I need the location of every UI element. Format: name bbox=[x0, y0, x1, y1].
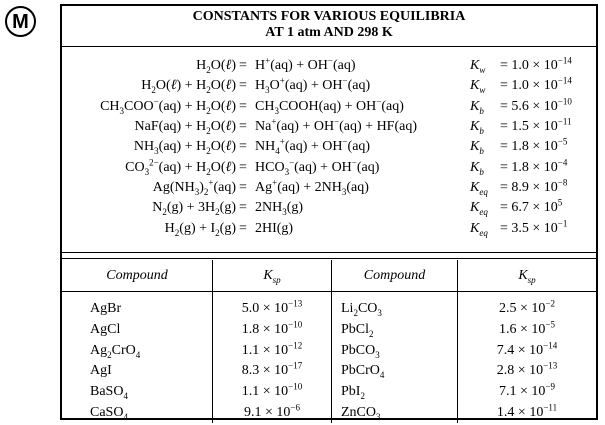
constant-value: = $1.0 \times 10^{-14}$ bbox=[500, 75, 572, 94]
equilibria-table bbox=[70, 56, 572, 239]
compound-cell: CaSO$_4$ bbox=[62, 402, 213, 423]
compound-cell: PbI$_2$ bbox=[332, 382, 458, 403]
constant-value: = $1.0 \times 10^{-14}$ bbox=[500, 55, 572, 74]
reactants: $CO_3^{2-}(aq)$ + $H_2O(\ell)$ bbox=[125, 156, 236, 177]
compound-cell: PbCO$_3$ bbox=[332, 340, 458, 361]
products: Na+(aq) + OH−(aq) + HF(aq) bbox=[255, 116, 418, 135]
constant-name: $K_b$ bbox=[470, 119, 484, 136]
table-row bbox=[62, 340, 596, 361]
ksp-value-cell: $7.4 \times 10^{-14}$ bbox=[496, 340, 558, 358]
equilibrium-row bbox=[70, 137, 572, 157]
equals-sign: = bbox=[239, 78, 247, 94]
constant-name: $K_b$ bbox=[470, 139, 484, 157]
equals-sign: = bbox=[239, 139, 247, 155]
equilibrium-row bbox=[70, 76, 572, 96]
table-row bbox=[62, 382, 596, 403]
ksp-table bbox=[62, 260, 596, 423]
ksp-value-cell: $8.3 \times 10^{-17}$ bbox=[213, 361, 332, 382]
ksp-value-cell: $5.0 \times 10^{-13}$ bbox=[213, 292, 332, 320]
constant-name: $K_{eq}$ bbox=[470, 220, 488, 238]
products: $Ag^+(aq) + 2NH_3(aq)$ bbox=[255, 177, 369, 197]
table-row bbox=[62, 361, 596, 382]
ksp-value-cell: $7.1 \times 10^{-9}$ bbox=[499, 381, 555, 400]
divider bbox=[62, 258, 596, 259]
ksp-value-cell: $2.8 \times 10^{-13}$ bbox=[496, 360, 558, 379]
title-line-2: AT 1 atm AND 298 K bbox=[265, 25, 393, 40]
constant-value: = $1.5 \times 10^{-11}$ bbox=[500, 116, 572, 135]
reactants: $H_2O(\ell)$ bbox=[196, 58, 236, 75]
table-row bbox=[62, 320, 596, 341]
divider bbox=[62, 46, 596, 47]
constant-value: = $5.6 \times 10^{-10}$ bbox=[500, 96, 572, 114]
ksp-value-cell: $1.1 \times 10^{-12}$ bbox=[213, 340, 332, 361]
compound-cell: ZnCO$_3$ bbox=[332, 402, 458, 423]
constant-name: $K_{eq}$ bbox=[470, 179, 488, 197]
column-header: $K_{sp}$ bbox=[213, 260, 332, 292]
equals-sign: = bbox=[239, 200, 247, 216]
table-row bbox=[62, 402, 596, 423]
ksp-value-cell: $1.8 \times 10^{-10}$ bbox=[213, 320, 332, 341]
logo-badge bbox=[5, 6, 36, 37]
constant-value: = $1.8 \times 10^{-5}$ bbox=[500, 136, 568, 155]
equilibrium-row bbox=[70, 157, 572, 177]
constant-name: $K_w$ bbox=[470, 78, 486, 96]
title-line-1: CONSTANTS FOR VARIOUS EQUILIBRIA bbox=[192, 9, 466, 24]
constant-name: $K_w$ bbox=[470, 58, 486, 75]
products: $HCO_3^-(aq) + OH^-(aq)$ bbox=[255, 156, 380, 177]
ksp-value-cell: $2.5 \times 10^{-2}$ bbox=[499, 298, 555, 317]
compound-cell: $Ag_2CrO_4$ bbox=[62, 340, 213, 361]
constant-name: $K_b$ bbox=[470, 98, 484, 116]
column-header: Compound bbox=[332, 260, 458, 292]
constants-panel bbox=[60, 4, 598, 420]
equilibrium-row bbox=[70, 117, 572, 137]
products: 2HI(g) bbox=[255, 220, 294, 236]
products: $NH_4^+(aq) + OH^-(aq)$ bbox=[255, 136, 371, 157]
constant-name: $K_{eq}$ bbox=[470, 200, 488, 218]
compound-cell: PbCl$_2$ bbox=[332, 320, 458, 341]
constant-value: = $6.7 \times 10^5$ bbox=[500, 197, 563, 216]
products: $2NH_3(g)$ bbox=[255, 200, 304, 218]
compound-cell: AgI bbox=[62, 361, 213, 382]
compound-cell: $Li_2CO_3$ bbox=[332, 292, 458, 320]
constant-value: = $1.8 \times 10^{-4}$ bbox=[500, 156, 568, 175]
page-title bbox=[62, 9, 596, 41]
constant-value: = $8.9 \times 10^{-8}$ bbox=[500, 177, 568, 195]
reactants: $Ag(NH_3)_2^+(aq)$ bbox=[152, 177, 236, 197]
products: $CH_3COOH(aq) + OH^-(aq)$ bbox=[255, 96, 404, 116]
ksp-value-cell: $1.4 \times 10^{-11}$ bbox=[496, 402, 558, 420]
ksp-value-cell: $9.1 \times 10^{-6}$ bbox=[213, 402, 332, 423]
reactants: $H_2O(\ell)$ + $H_2O(\ell)$ bbox=[141, 78, 236, 96]
equals-sign: = bbox=[239, 119, 247, 135]
reactants: $H_2(g) + I_2(g)$ bbox=[164, 220, 236, 238]
constant-value: = $3.5 \times 10^{-1}$ bbox=[500, 217, 568, 236]
column-header: Compound bbox=[62, 260, 213, 292]
equals-sign: = bbox=[239, 159, 247, 175]
reactants: $NH_3(aq)$ + $H_2O(\ell)$ bbox=[133, 139, 236, 157]
equals-sign: = bbox=[239, 179, 247, 195]
logo-letter: M bbox=[12, 10, 29, 33]
ksp-value-cell: $1.1 \times 10^{-10}$ bbox=[213, 382, 332, 403]
equilibrium-row bbox=[70, 97, 572, 117]
divider bbox=[62, 252, 596, 253]
equals-sign: = bbox=[239, 220, 247, 236]
compound-cell: BaSO$_4$ bbox=[62, 382, 213, 403]
reactants: $NaF(aq) + H_2O(\ell)$ bbox=[134, 119, 236, 136]
equals-sign: = bbox=[239, 98, 247, 114]
equilibrium-row bbox=[70, 198, 572, 218]
equals-sign: = bbox=[239, 58, 247, 74]
compound-cell: AgBr bbox=[62, 292, 213, 320]
compound-cell: AgCl bbox=[62, 320, 213, 341]
ksp-value-cell: $1.6 \times 10^{-5}$ bbox=[499, 319, 555, 338]
constant-name: $K_b$ bbox=[470, 159, 484, 177]
products: $H_3O^+(aq) + OH^-(aq)$ bbox=[255, 75, 371, 96]
table-row bbox=[62, 292, 596, 320]
products: H+(aq) + OH−(aq) bbox=[255, 55, 356, 74]
equilibrium-row bbox=[70, 56, 572, 76]
compound-cell: PbCrO$_4$ bbox=[332, 361, 458, 382]
ksp-header-row bbox=[62, 260, 596, 292]
equilibrium-row bbox=[70, 178, 572, 198]
equilibrium-row bbox=[70, 218, 572, 238]
reactants: $CH_3COO^-(aq)$ + $H_2O(\ell)$ bbox=[100, 96, 236, 116]
column-header: $K_{sp}$ bbox=[458, 260, 597, 292]
reactants: $N_2(g) + 3H_2(g)$ bbox=[152, 200, 236, 218]
